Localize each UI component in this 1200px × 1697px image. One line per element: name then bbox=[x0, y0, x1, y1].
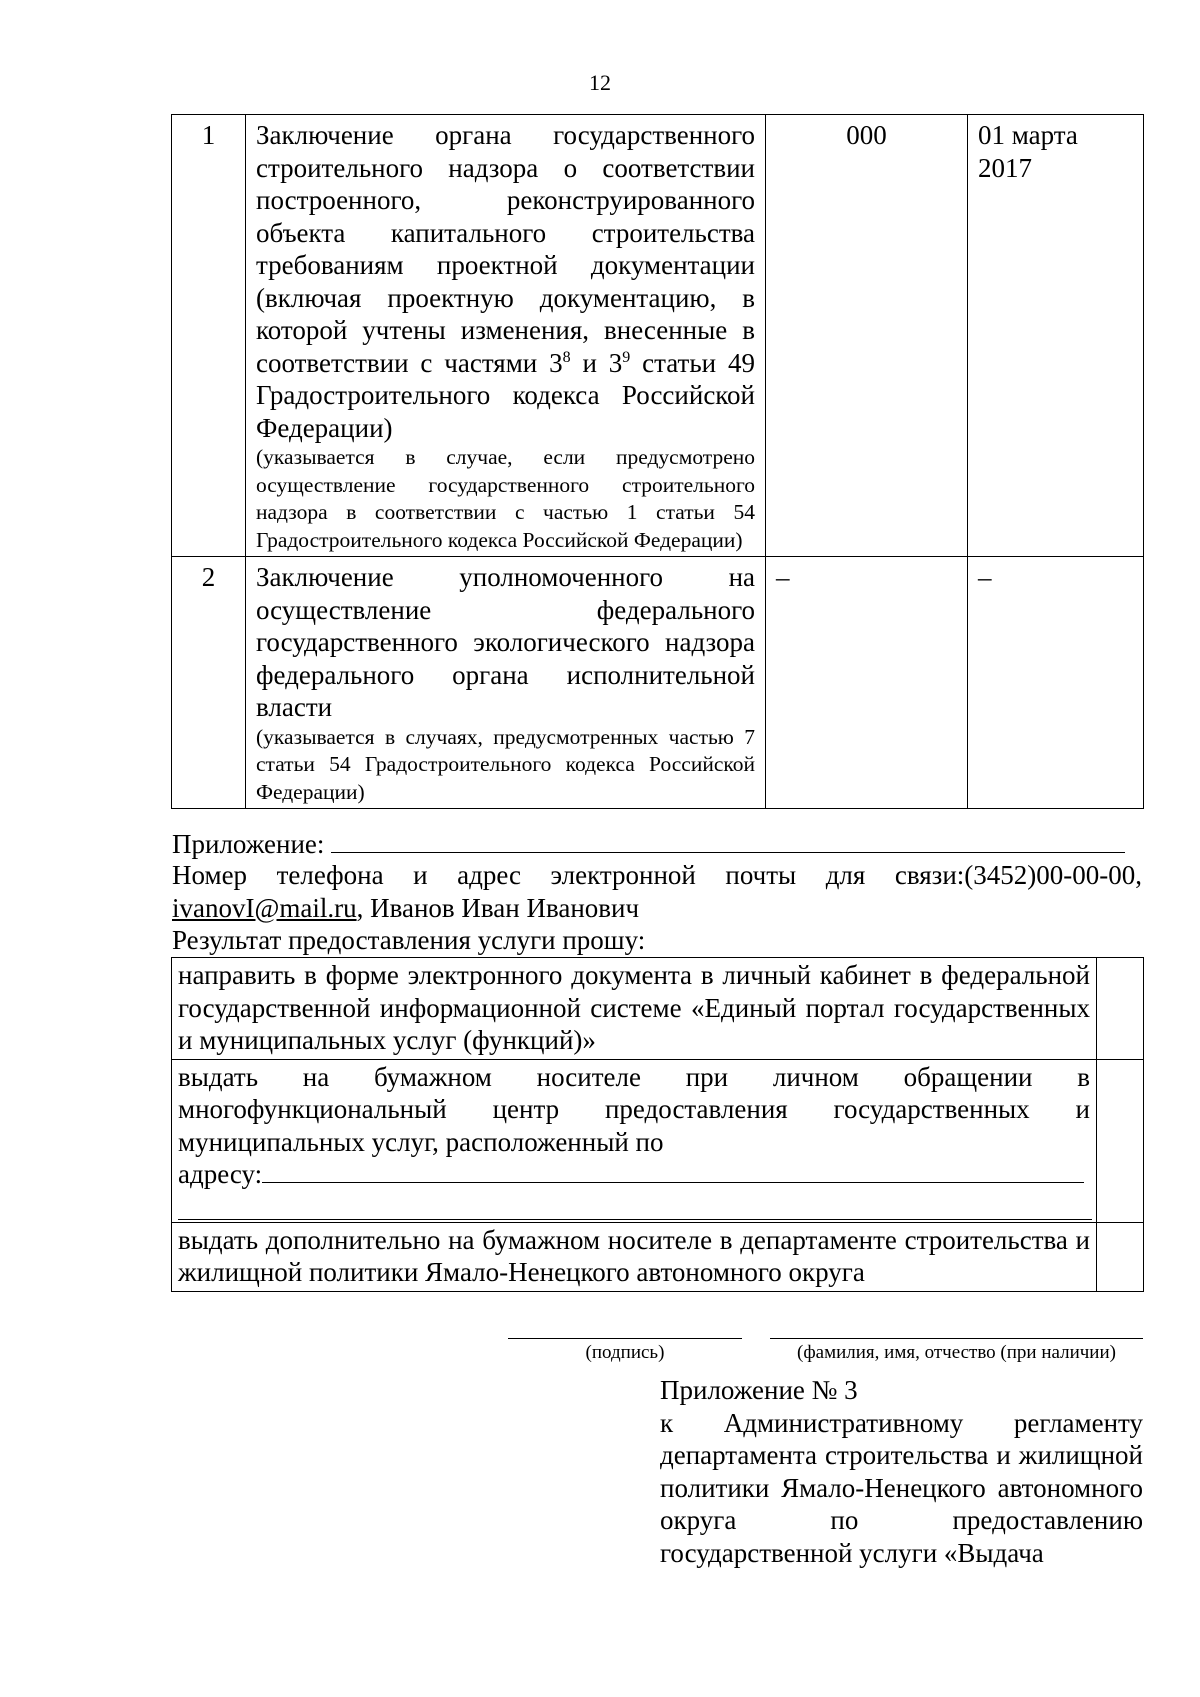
table-row bbox=[172, 1222, 1144, 1291]
full-name-line[interactable] bbox=[770, 1338, 1143, 1339]
result-options-table bbox=[171, 957, 1144, 1292]
row-number: 1 bbox=[172, 115, 246, 557]
appendix-title: Приложение № 3 bbox=[660, 1375, 858, 1405]
table-row bbox=[172, 1059, 1144, 1222]
superscript: 8 bbox=[562, 348, 571, 366]
signature-label: (подпись) bbox=[585, 1342, 665, 1363]
option-checkbox[interactable] bbox=[1097, 1059, 1144, 1222]
option-checkbox[interactable] bbox=[1097, 958, 1144, 1060]
superscript: 9 bbox=[622, 348, 631, 366]
option-text: выдать дополнительно на бумажном носителе в департаменте строительства и жилищной политики Ямало-Ненецкого автономного округа bbox=[172, 1222, 1097, 1291]
option-checkbox[interactable] bbox=[1097, 1222, 1144, 1291]
appendix-text: к Административному регламенту департамента строительства и жилищной политики Ямало-Ненецкого автономного округа по предоставлению государственной услуги «Выдача bbox=[660, 1407, 1143, 1568]
signature-line[interactable] bbox=[508, 1338, 742, 1339]
contact-name: , Иванов Иван Иванович bbox=[356, 892, 640, 923]
row-number: 2 bbox=[172, 557, 246, 809]
attachment-line bbox=[172, 826, 1142, 861]
address-field[interactable] bbox=[262, 1158, 1084, 1183]
full-name-label: (фамилия, имя, отчество (при наличии) bbox=[797, 1342, 1116, 1363]
option-text-cell bbox=[172, 1059, 1097, 1222]
document-title: Заключение органа государственного строительного надзора о соответствии построенного, реконструированного объекта капитального строительства требованиям проектной документации (включая проектную документацию, в которой учтены изменения, внесенные в соответствии с частями $3^8$ и $3^9$ статьи 49 Градостроительного кодекса Российской Федерации) bbox=[256, 120, 755, 443]
document-date: 01 марта 2017 bbox=[968, 115, 1144, 557]
option-text: выдать на бумажном носителе при личном обращении в многофункциональный центр предоставления государственных и муниципальных услуг, расположенный по bbox=[178, 1061, 1090, 1157]
table-row bbox=[172, 115, 1144, 557]
document-number: 000 bbox=[766, 115, 968, 557]
appendix-header bbox=[660, 1374, 1143, 1569]
table-row bbox=[172, 958, 1144, 1060]
table-row bbox=[172, 557, 1144, 809]
attachment-label: Приложение: bbox=[172, 829, 325, 859]
address-label: адресу: bbox=[178, 1159, 263, 1189]
email-link[interactable]: ivanovI@mail.ru bbox=[172, 892, 357, 923]
result-label: Результат предоставления услуги прошу: bbox=[172, 925, 646, 955]
address-row bbox=[178, 1158, 1090, 1191]
document-title-cell bbox=[246, 115, 766, 557]
documents-table bbox=[171, 114, 1144, 809]
page-number: 12 bbox=[589, 70, 611, 95]
document-date: – bbox=[968, 557, 1144, 809]
document-number: – bbox=[766, 557, 968, 809]
document-title: Заключение уполномоченного на осуществление федерального государственного экологического надзора федерального органа исполнительной власти bbox=[256, 562, 755, 722]
document-note: (указывается в случаях, предусмотренных частью 7 статьи 54 Градостроительного кодекса Российской Федерации) bbox=[256, 724, 755, 804]
document-note: (указывается в случае, если предусмотрено осуществление государственного строительного надзора в соответствии с частью 1 статьи 54 Градостроительного кодекса Российской Федерации) bbox=[256, 445, 755, 552]
option-text: направить в форме электронного документа в личный кабинет в федеральной государственной информационной системе «Единый портал государственных и муниципальных услуг (функций)» bbox=[172, 958, 1097, 1060]
address-field-continued[interactable] bbox=[178, 1191, 1092, 1220]
document-title-cell bbox=[246, 557, 766, 809]
contact-info bbox=[172, 859, 1142, 924]
attachment-field[interactable] bbox=[331, 826, 1125, 853]
contact-label: Номер телефона и адрес электронной почты для связи:(3452)00-00-00, bbox=[172, 860, 1142, 890]
